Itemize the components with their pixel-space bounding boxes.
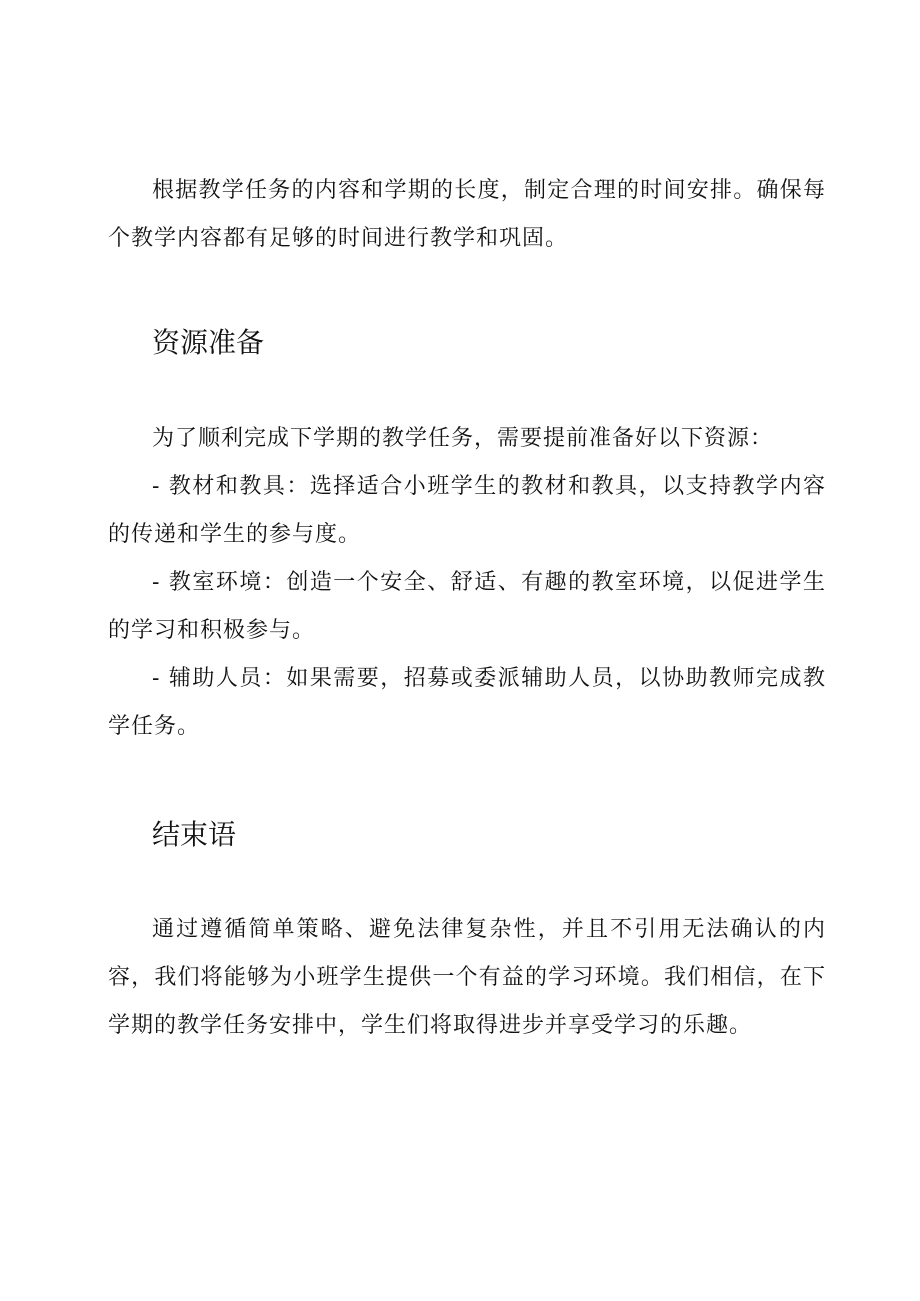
resource-item-assistants: - 辅助人员：如果需要，招募或委派辅助人员，以协助教师完成教学任务。	[108, 666, 826, 739]
resources-section	[108, 415, 826, 751]
schedule-section	[108, 167, 826, 263]
resource-item-classroom: - 教室环境：创造一个安全、舒适、有趣的教室环境，以促进学生的学习和积极参与。	[108, 570, 826, 643]
conclusion-section	[108, 906, 826, 1050]
conclusion-heading: 结束语	[152, 818, 237, 851]
resources-intro: 为了顺利完成下学期的教学任务，需要提前准备好以下资源：	[152, 426, 774, 451]
resources-heading: 资源准备	[152, 326, 265, 359]
schedule-paragraph: 根据教学任务的内容和学期的长度，制定合理的时间安排。确保每个教学内容都有足够的时间进行教学和巩固。	[108, 178, 826, 251]
resource-item-materials: - 教材和教具：选择适合小班学生的教材和教具，以支持教学内容的传递和学生的参与度。	[108, 474, 826, 547]
conclusion-paragraph: 通过遵循简单策略、避免法律复杂性，并且不引用无法确认的内容，我们将能够为小班学生提供一个有益的学习环境。我们相信，在下学期的教学任务安排中，学生们将取得进步并享受学习的乐趣。	[108, 917, 826, 1038]
